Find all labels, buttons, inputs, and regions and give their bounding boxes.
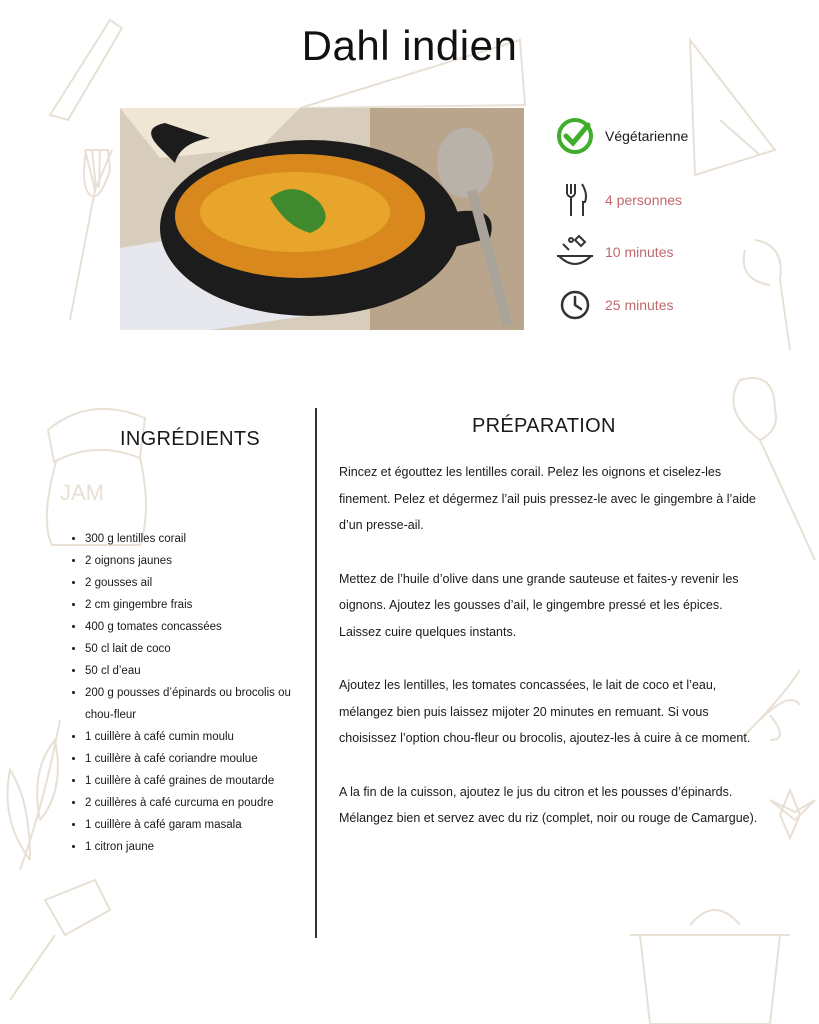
prep-time-label: 10 minutes — [605, 244, 674, 260]
clock-icon — [555, 285, 595, 325]
cook-time-label: 25 minutes — [605, 297, 674, 313]
list-item: • 2 cuillères à café curcuma en poudre — [85, 792, 320, 814]
preparation-step: Rincez et égouttez les lentilles corail. Pelez les oignons et ciselez-les finement. Pelez et dégermez l’ail puis pressez-le avec le gingembre à l’aide d’un presse-ail. — [339, 465, 756, 532]
ingredients-list — [70, 528, 320, 858]
list-item: • 50 cl lait de coco — [85, 638, 320, 660]
list-item: • 2 cm gingembre frais — [85, 594, 320, 616]
preparation-step: A la fin de la cuisson, ajoutez le jus du citron et les pousses d’épinards. Mélangez bien et servez avec du riz (complet, noir ou rouge de Camargue). — [339, 784, 758, 825]
info-prep-time — [555, 232, 673, 272]
list-item: • 1 citron jaune — [85, 836, 320, 858]
info-servings — [555, 180, 682, 220]
dish-photo — [120, 108, 524, 330]
list-item: • 300 g lentilles corail — [85, 528, 320, 550]
list-item: • 50 cl d’eau — [85, 660, 320, 682]
diet-label: Végétarienne — [605, 128, 689, 144]
recipe-title: Dahl indien — [301, 22, 518, 69]
preparation-steps — [339, 459, 759, 859]
fork-knife-icon — [555, 180, 595, 220]
list-item: • 2 gousses ail — [85, 572, 320, 594]
check-circle-icon — [555, 116, 595, 156]
svg-text:JAM: JAM — [60, 480, 104, 505]
list-item: • 2 oignons jaunes — [85, 550, 320, 572]
list-item: • 1 cuillère à café cumin moulu — [85, 726, 320, 748]
list-item: • 1 cuillère à café coriandre moulue — [85, 748, 320, 770]
list-item: • 200 g pousses d’épinards ou brocolis ou chou-fleur — [85, 682, 320, 726]
info-cook-time — [555, 285, 673, 325]
preparation-heading: PRÉPARATION — [472, 415, 616, 437]
list-item: • 1 cuillère à café graines de moutarde — [85, 770, 320, 792]
cooking-pot-icon — [555, 232, 595, 272]
ingredients-heading: INGRÉDIENTS — [120, 428, 260, 450]
info-diet — [555, 116, 688, 156]
preparation-step: Mettez de l’huile d’olive dans une grande sauteuse et faites-y revenir les oignons. Ajoutez les gousses d’ail, le gingembre pressé et les épices. Laissez cuire quelques instants. — [339, 571, 739, 639]
servings-label: 4 personnes — [605, 192, 683, 208]
list-item: • 400 g tomates concassées — [85, 616, 320, 638]
preparation-step: Ajoutez les lentilles, les tomates concassées, le lait de coco et l’eau, mélangez bien puis laissez mijoter 20 minutes en remuant. Si vous choisissez l’option chou-fleur ou brocolis, ajoutez-les à cuire à ce moment. — [339, 678, 751, 745]
list-item: • 1 cuillère à café garam masala — [85, 814, 320, 836]
